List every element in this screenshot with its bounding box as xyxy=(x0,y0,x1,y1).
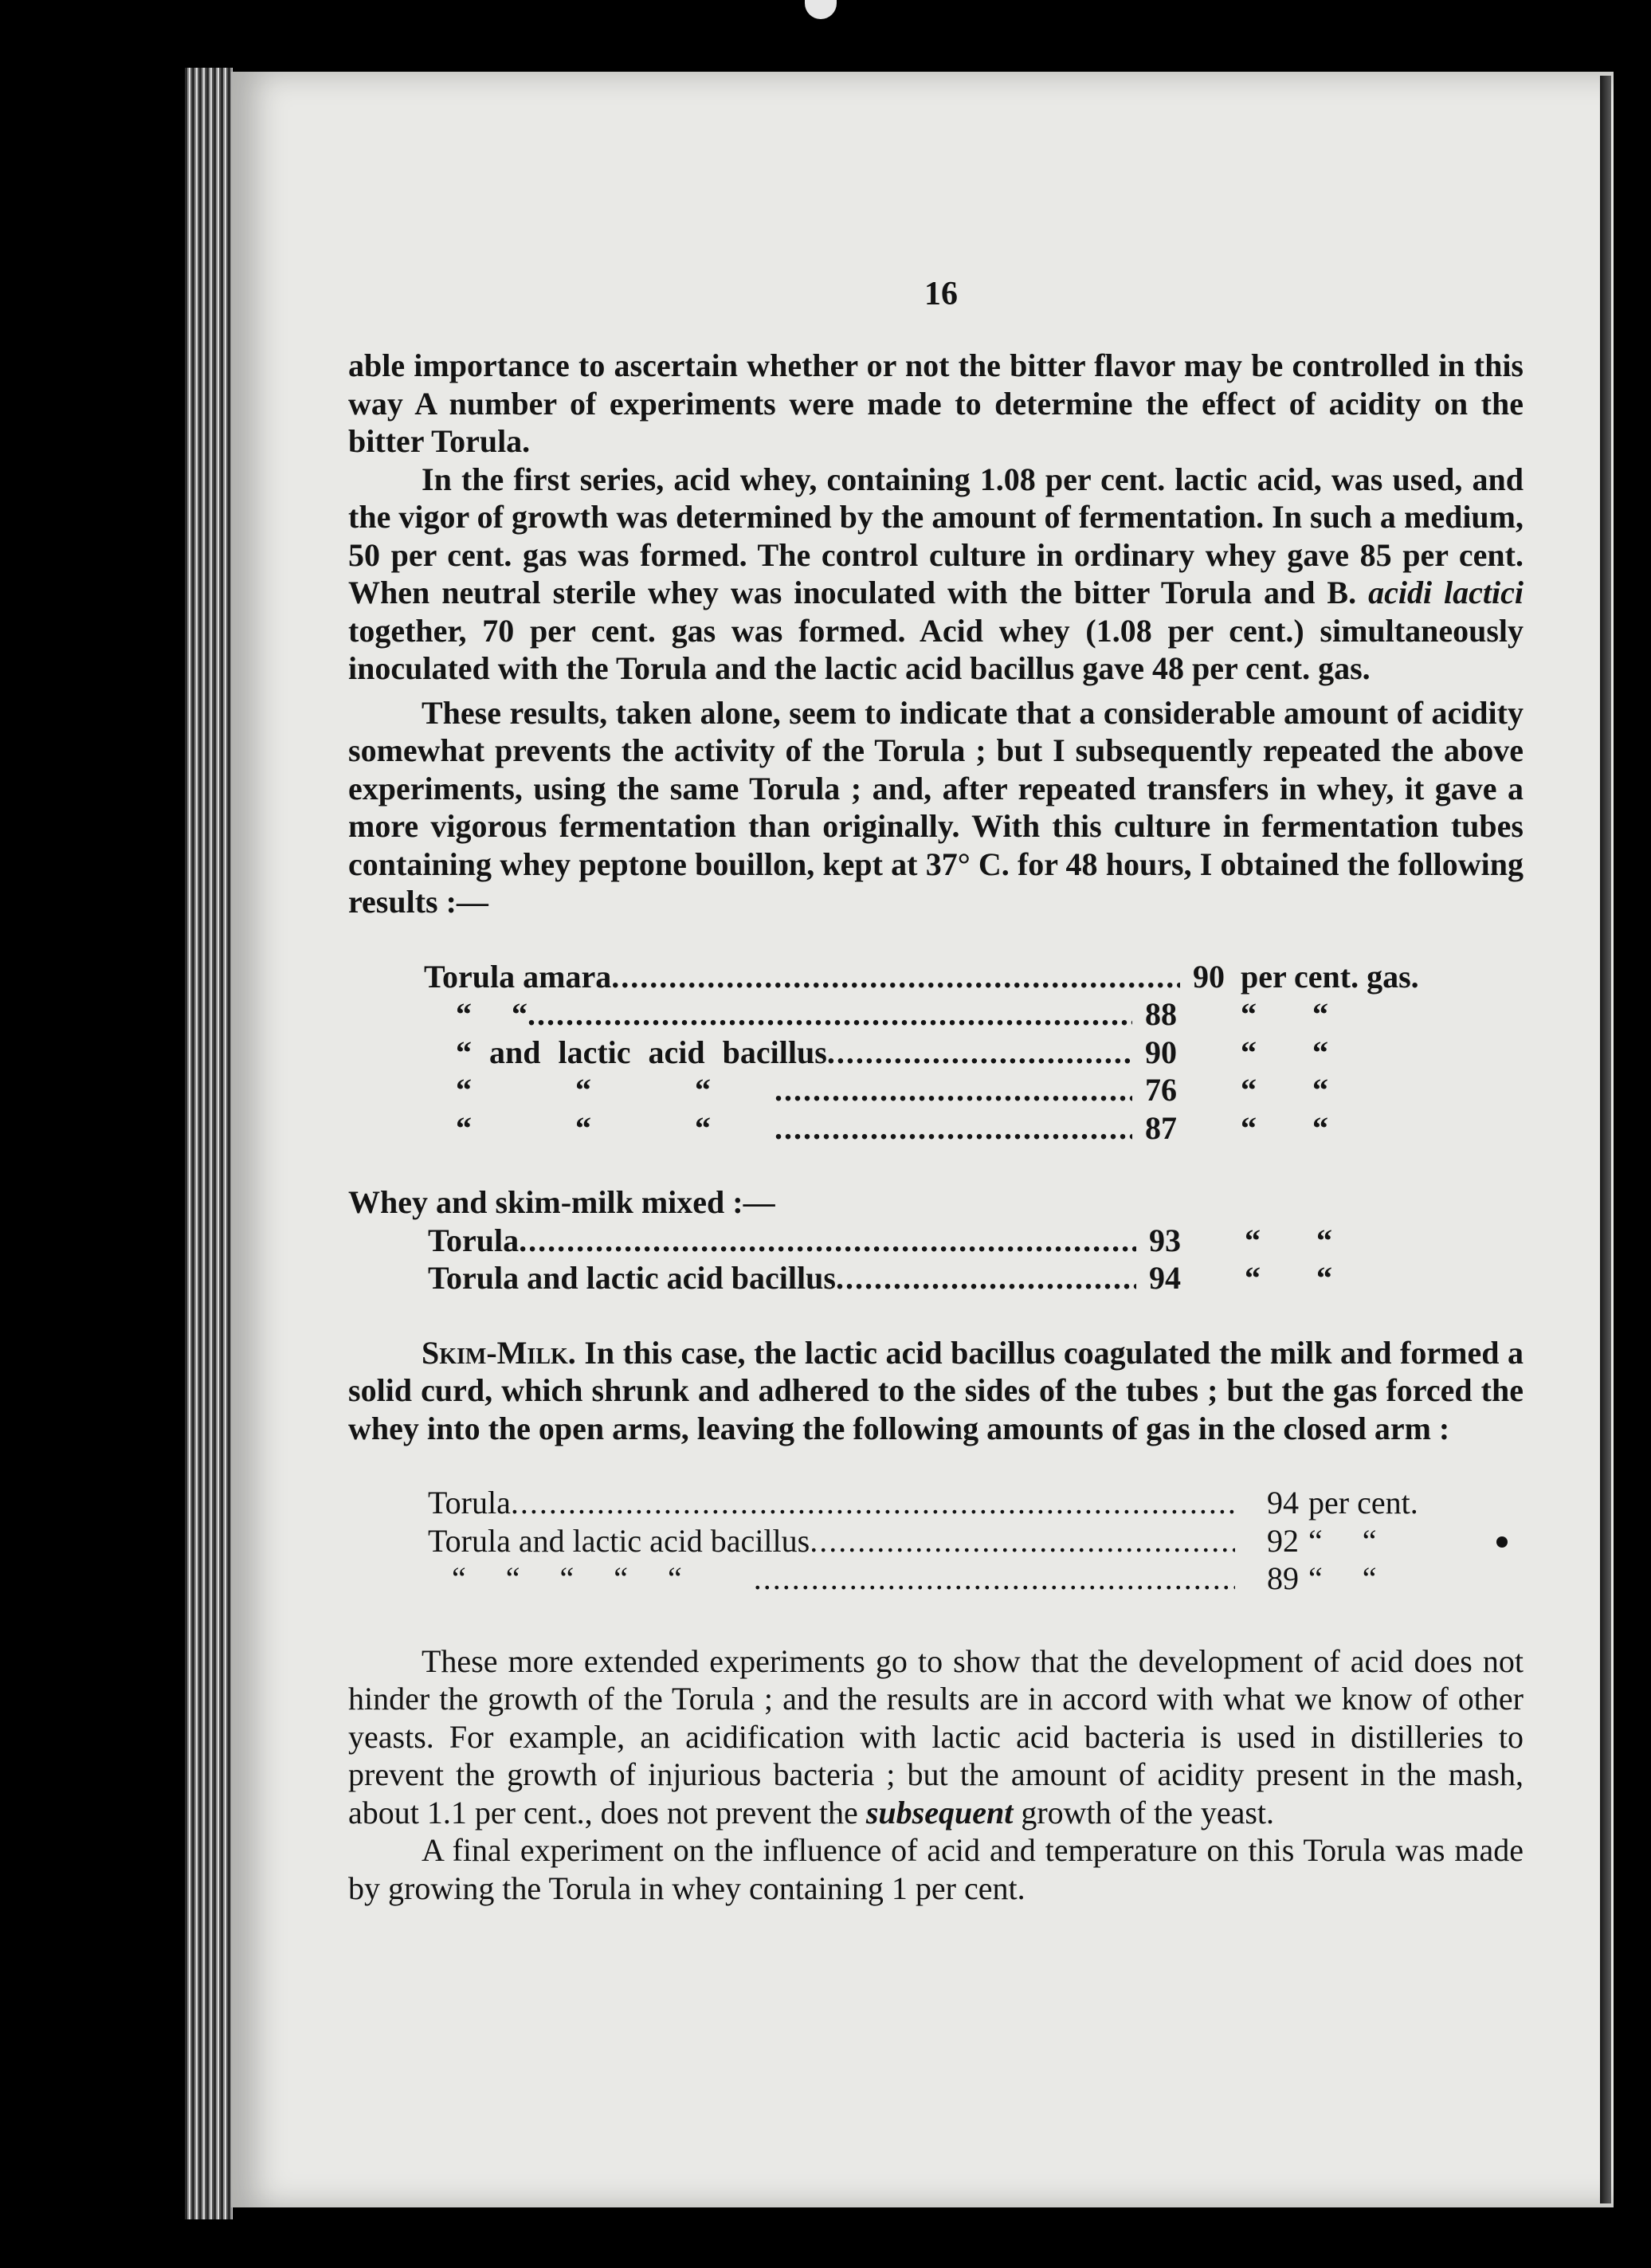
paragraph-2 xyxy=(348,461,1524,688)
paragraph-1: able importance to ascertain whether or not the bitter flavor may be controlled in this way A number of experiments were made to determine the effect of acidity on the bitter Torula. xyxy=(348,347,1524,459)
text-run: together, 70 per cent. gas was formed. Acid whey (1.08 per cent.) simultaneously inoculated with the Torula and the lactic acid bacillus gave 48 per cent. gas. xyxy=(348,612,1524,686)
row-label: “ “ “ “ “ xyxy=(452,1560,682,1596)
page-edge xyxy=(1600,76,1611,2203)
table-row xyxy=(424,958,1440,996)
row-value: 90 xyxy=(1193,958,1225,995)
italic-run: subsequent xyxy=(865,1794,1014,1830)
table-row xyxy=(428,1222,1444,1260)
row-value: 87 xyxy=(1145,1109,1177,1146)
row-label: Torula and lactic acid bacillus xyxy=(428,1260,836,1296)
row-value: 76 xyxy=(1145,1072,1177,1108)
results-table-2 xyxy=(428,1222,1444,1297)
row-unit: “ “ xyxy=(1308,1522,1377,1559)
row-label: Torula and lactic acid bacillus xyxy=(428,1522,810,1559)
row-value: 89 xyxy=(1267,1560,1299,1596)
row-label: “ “ “ xyxy=(456,1072,711,1108)
row-label: “ “ xyxy=(456,996,527,1032)
results-table-1 xyxy=(424,958,1440,1148)
scan-artifact xyxy=(805,0,837,19)
table-row xyxy=(424,1109,1440,1148)
results-table-3 xyxy=(428,1484,1452,1598)
row-unit: “ “ xyxy=(1241,1034,1328,1070)
page-body xyxy=(348,347,1524,1907)
row-unit: per cent. xyxy=(1308,1485,1418,1521)
italic-run: acidi lactici xyxy=(1368,575,1524,610)
section-lead: Skim-Milk. xyxy=(422,1334,576,1371)
text-run: These more extended experiments go to show that the development of acid does not hinder the growth of the Torula ; and the results are in accord with what we know of other yeasts. For example, an acidification with lactic acid bacteria is used in distilleries to prevent the growth of injurious bacteria ; but the amount of acidity present in the mash, about 1.1 per cent., does not prevent the xyxy=(348,1642,1524,1830)
table-row xyxy=(428,1522,1452,1560)
row-value: 90 xyxy=(1145,1034,1177,1070)
row-unit: per cent. gas. xyxy=(1241,958,1419,995)
table-row xyxy=(424,1034,1440,1072)
text-run: In the first series, acid whey, containing 1.08 per cent. lactic acid, was used, and the vigor of growth was determined by the amount of fermentation. In such a medium, 50 per cent. gas was formed. The control culture in ordinary whey gave 85 per cent. When neutral sterile whey was inoculated with the bitter Torula and B. xyxy=(348,461,1524,610)
row-label: “ and lactic acid bacillus xyxy=(456,1034,827,1070)
row-unit: “ “ xyxy=(1241,996,1328,1032)
ink-spot xyxy=(1496,1536,1508,1548)
paragraph-6: A final experiment on the influence of acid and temperature on this Torula was made by growing the Torula in whey containing 1 per cent. xyxy=(348,1832,1524,1906)
paragraph-3: These results, taken alone, seem to indicate that a considerable amount of acidity somewhat prevents the activity of the Torula ; but I subsequently repeated the above experiments, using the same Torula ; and, after repeated transfers in whey, it gave a more vigorous fermentation than originally. With this culture in fermentation tubes containing whey peptone bouillon, kept at 37° C. for 48 hours, I obtained the following results :— xyxy=(348,694,1524,920)
text-run: growth of the yeast. xyxy=(1013,1794,1275,1830)
row-unit: “ “ xyxy=(1245,1222,1332,1258)
table-2-heading: Whey and skim-milk mixed :— xyxy=(348,1184,775,1220)
row-value: 92 xyxy=(1267,1522,1299,1559)
page-number: 16 xyxy=(924,276,958,312)
row-value: 88 xyxy=(1145,996,1177,1032)
row-label: Torula xyxy=(428,1222,520,1258)
text-run: In this case, the lactic acid bacillus coagulated the milk and formed a solid curd, which shrunk and adhered to the sides of the tubes ; but the gas forced the whey into the open arms, leaving the following amounts of gas in the closed arm : xyxy=(348,1334,1524,1446)
row-label: “ “ “ xyxy=(456,1109,711,1146)
row-value: 94 xyxy=(1149,1260,1181,1296)
row-unit: “ “ xyxy=(1245,1260,1332,1296)
paragraph-4 xyxy=(348,1334,1524,1448)
paragraph-5 xyxy=(348,1642,1524,1832)
table-row xyxy=(428,1484,1452,1522)
row-label: Torula amara xyxy=(424,958,612,995)
book-spine xyxy=(185,68,233,2219)
row-label: Torula xyxy=(428,1485,511,1521)
table-row xyxy=(424,1071,1440,1109)
table-row xyxy=(424,995,1440,1034)
row-value: 93 xyxy=(1149,1222,1181,1258)
table-row xyxy=(428,1259,1444,1297)
row-value: 94 xyxy=(1267,1485,1299,1521)
row-unit: “ “ xyxy=(1241,1109,1328,1146)
row-unit: “ “ xyxy=(1241,1072,1328,1108)
table-row xyxy=(428,1560,1452,1598)
row-unit: “ “ xyxy=(1308,1560,1377,1596)
